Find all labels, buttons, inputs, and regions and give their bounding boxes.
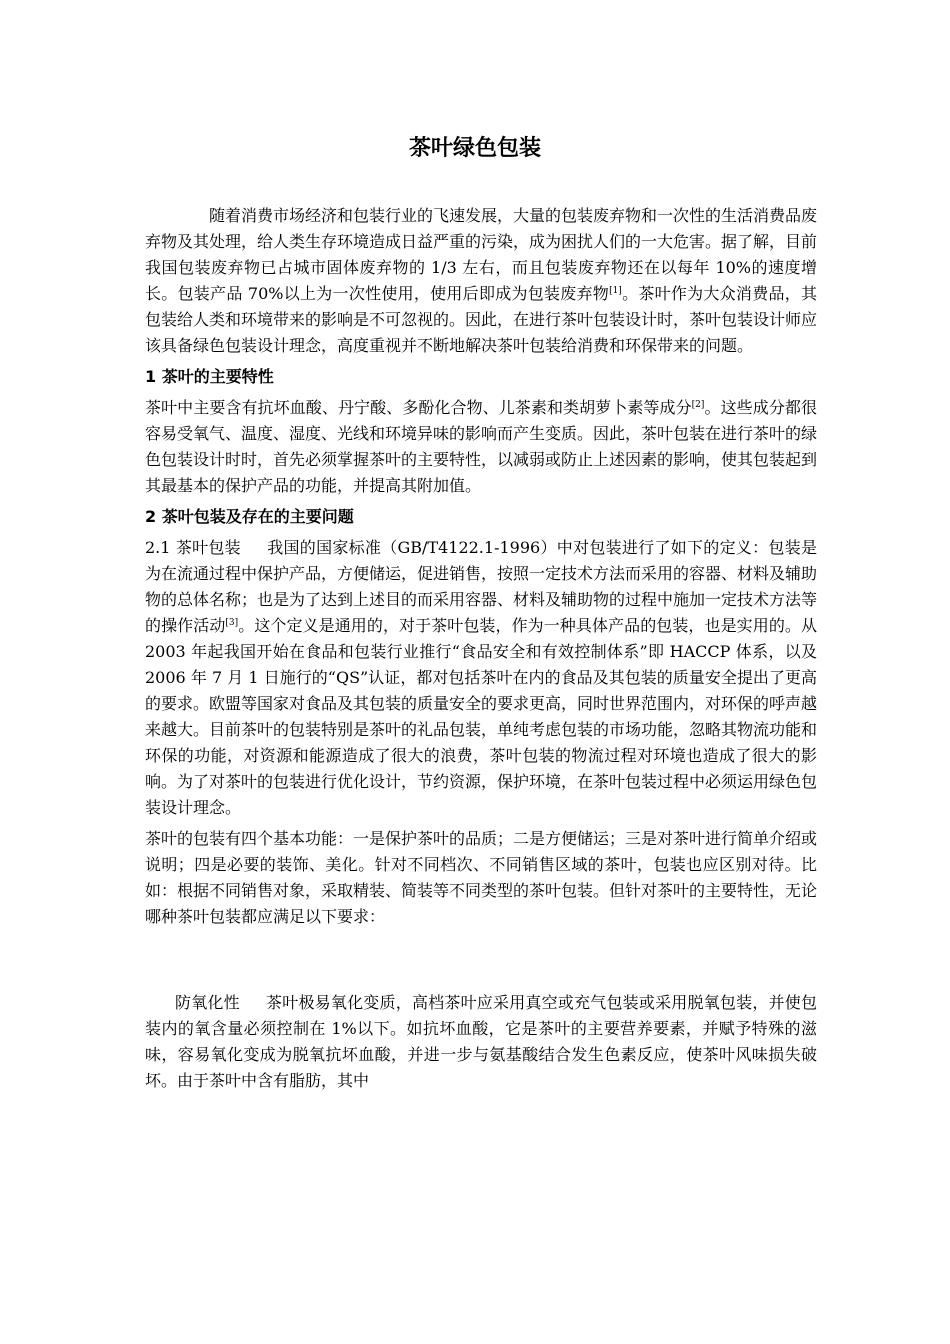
document-title: 茶叶绿色包装 bbox=[408, 136, 541, 161]
section1-text-part1: 茶叶中主要含有抗坏血酸、丹宁酸、多酚化合物、儿茶素和类胡萝卜素等成分 bbox=[145, 398, 692, 417]
section1-text-part2: 。这些成分都很容易受氧气、温度、湿度、光线和环境异味的影响而产生变质。因此，茶叶包装在进行茶叶的绿色包装设计时时，首先必须掌握茶叶的主要特性，以减弱或防止上述因素的影响，使其包装起到其最基本的保护产品的功能，并提高其附加值。 bbox=[145, 398, 818, 495]
section1-paragraph bbox=[145, 395, 817, 499]
antioxidation-text: 茶叶极易氧化变质，高档茶叶应采用真空或充气包装或采用脱氧包装，并使包装内的氧含量必须控制在 1%以下。如抗坏血酸，它是茶叶的主要营养要素，并赋予特殊的滋味，容易氧化变成为脱氧抗坏血酸，并进一步与氨基酸结合发生色素反应，使茶叶风味损失破坏。由于茶叶中含有脂肪，其中 bbox=[145, 993, 817, 1090]
section2-1-text-part1: 我国的国家标准（GB/T4122.1-1996）中对包装进行了如下的定义：包装是为在流通过程中保护产品，方便储运，促进销售，按照一定技术方法而采用的容器、材料及辅助物的总体名称；也是为了达到上述目的而采用容器、材料及辅助物的过程中施加一定技术方法等的操作活动 bbox=[145, 538, 818, 635]
citation-ref-2: [2] bbox=[691, 400, 705, 410]
antioxidation-label: 防氧化性 bbox=[175, 993, 240, 1012]
section1-heading: 1 茶叶的主要特性 bbox=[145, 367, 274, 386]
section2-1-label: 2.1 茶叶包装 bbox=[145, 538, 241, 557]
intro-text-part1: 随着消费市场经济和包装行业的飞速发展，大量的包装废弃物和一次性的生活消费品废弃物及其处理，给人类生存环境造成日益严重的污染，成为困扰人们的一大危害。据了解，目前我国包装废弃物已占城市固体废弃物的 1/3 左右，而且包装废弃物还在以每年 10%的速度增长。包装产品 70%以上为一次性使用，使用后即成为包装废弃物 bbox=[145, 206, 818, 303]
citation-ref-3: [3] bbox=[225, 618, 239, 628]
section2-heading: 2 茶叶包装及存在的主要问题 bbox=[145, 507, 354, 526]
functions-paragraph: 茶叶的包装有四个基本功能：一是保护茶叶的品质；二是方便储运；三是对茶叶进行简单介绍或说明；四是必要的装饰、美化。针对不同档次、不同销售区域的茶叶，包装也应区别对待。比如：根据不同销售对象，采取精装、简装等不同类型的茶叶包装。但针对茶叶的主要特性，无论哪种茶叶包装都应满足以下要求： bbox=[145, 829, 818, 926]
intro-paragraph bbox=[145, 203, 817, 359]
section2-1-paragraph bbox=[145, 535, 817, 821]
section2-1-text-part2: 。这个定义是通用的，对于茶叶包装，作为一种具体产品的包装，也是实用的。从 2003 年起我国开始在食品和包装行业推行“食品安全和有效控制体系”即 HACCP 体系，以及 2006 年 7 月 1 日施行的“QS”认证，都对包括茶叶在内的食品及其包装的质量安全提出了更高的要求。欧盟等国家对食品及其包装的质量安全的要求更高，同时世界范围内，对环保的呼声越来越大。目前茶叶的包装特别是茶叶的礼品包装，单纯考虑包装的市场功能，忽略其物流功能和环保的功能，对资源和能源造成了很大的浪费，茶叶包装的物流过程对环境也造成了很大的影响。为了对茶叶的包装进行优化设计，节约资源，保护环境，在茶叶包装过程中必须运用绿色包装设计理念。 bbox=[145, 616, 818, 817]
citation-ref-1: [1] bbox=[609, 286, 622, 296]
antioxidation-paragraph bbox=[145, 990, 817, 1094]
document-body bbox=[145, 203, 817, 1094]
intro-text-part2: 。茶叶作为大众消费品，其包装给人类和环境带来的影响是不可忽视的。因此，在进行茶叶包装设计时，茶叶包装设计师应该具备绿色包装设计理念，高度重视并不断地解决茶叶包装给消费和环保带来的问题。 bbox=[145, 284, 818, 355]
